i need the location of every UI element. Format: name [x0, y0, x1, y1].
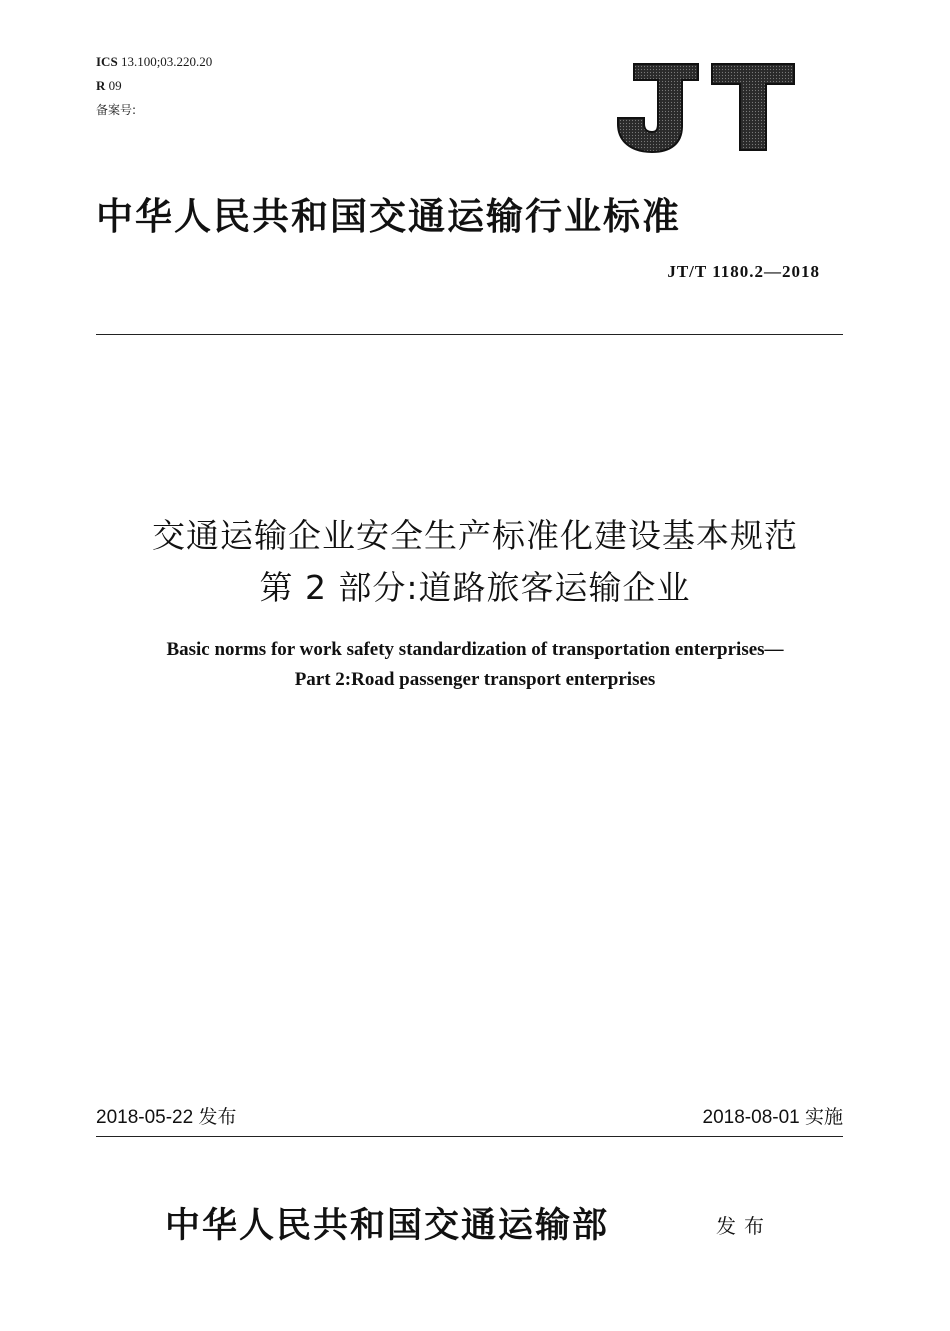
- bottom-divider: [96, 1136, 843, 1137]
- top-divider: [96, 334, 843, 335]
- title-zh-line1: 交通运输企业安全生产标准化建设基本规范: [152, 516, 798, 555]
- classification-value: 09: [108, 78, 122, 93]
- title-en-line1: Basic norms for work safety standardization of transportation enterprises—: [166, 639, 784, 660]
- ics-label: ICS: [96, 54, 118, 69]
- issue-date: 2018-05-22 发布: [96, 1107, 237, 1128]
- ics-value: 13.100;03.220.20: [120, 54, 213, 69]
- issuing-authority: 中华人民共和国交通运输部: [165, 1205, 610, 1246]
- title-zh-line2: 第 2 部分:道路旅客运输企业: [259, 568, 691, 607]
- standard-category: 中华人民共和国交通运输行业标准: [96, 194, 681, 238]
- record-number: 备案号:: [96, 103, 137, 117]
- implementation-date: 2018-08-01 实施: [702, 1107, 843, 1128]
- jt-logo: [616, 62, 796, 154]
- classification-code: [96, 78, 122, 94]
- title-en-line2: Part 2:Road passenger transport enterprises: [294, 669, 656, 690]
- ics-code: [96, 54, 212, 70]
- standard-number: JT/T 1180.2—2018: [667, 262, 820, 281]
- issuing-action: 发布: [716, 1214, 772, 1238]
- classification-label: R: [96, 78, 106, 93]
